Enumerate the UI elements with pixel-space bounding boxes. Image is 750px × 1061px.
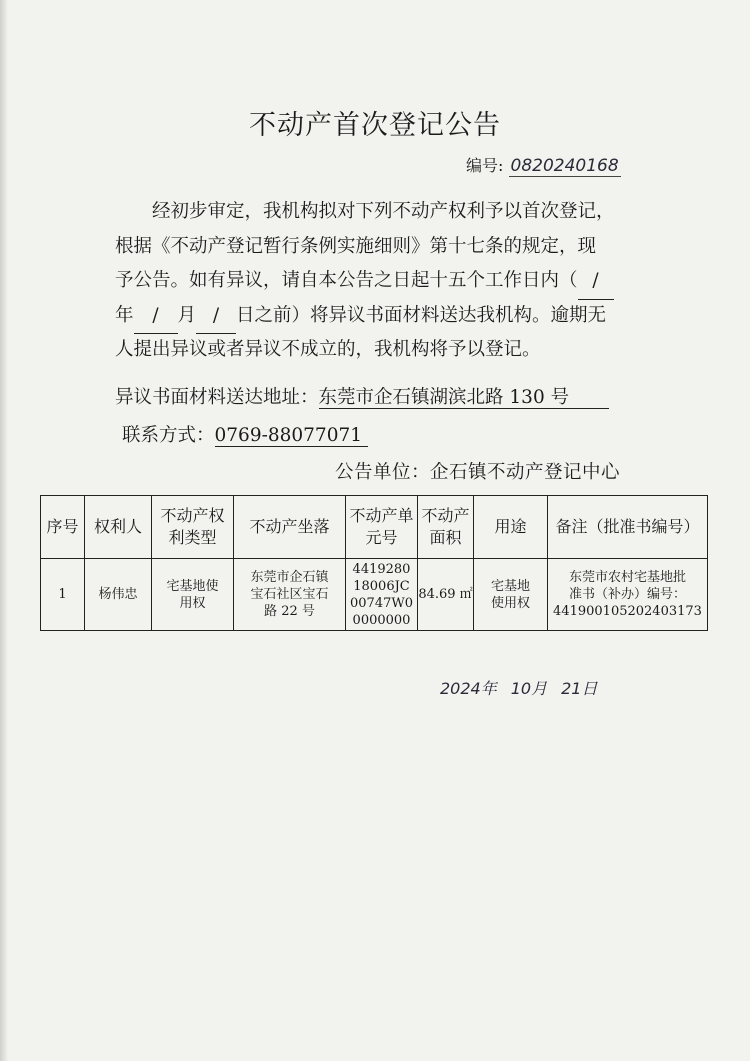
serial-label: 编号: <box>466 156 504 175</box>
date-day: 21 <box>561 679 582 698</box>
serial-value-handwritten: 0820240168 <box>510 156 619 176</box>
contact-label: 联系方式： <box>122 425 215 446</box>
body-line-5: 人提出异议或者异议不成立的，我机构将予以登记。 <box>115 339 541 360</box>
col-header-remarks: 备注（批准书编号） <box>548 496 708 559</box>
cell-unit-no: 4419280 18006JC 00747W0 0000000 <box>346 559 418 631</box>
col-header-holder: 权利人 <box>85 496 152 559</box>
cell-area: 84.69 ㎡ <box>418 559 474 631</box>
cell-location: 东莞市企石镇 宝石社区宝石 路 22 号 <box>234 559 346 631</box>
body-line-3: 予公告。如有异议，请自本公告之日起十五个工作日内（ / <box>115 264 675 299</box>
date-year: 2024 <box>440 679 481 698</box>
address-value: 东莞市企石镇湖滨北路 130 号 <box>319 387 610 409</box>
contact-value: 0769-88077071 <box>215 425 369 447</box>
body-line-1: 经初步审定，我机构拟对下列不动产权利予以首次登记， <box>152 201 615 222</box>
contact-info <box>122 421 368 447</box>
date-year-unit: 年 <box>480 679 497 698</box>
date-month: 10 <box>510 679 532 698</box>
body-line-2: 根据《不动产登记暂行条例实施细则》第十七条的规定，现 <box>115 235 597 257</box>
blank-year: / <box>578 264 614 300</box>
blank-month: / <box>134 299 178 335</box>
col-header-right-type: 不动产权 利类型 <box>152 496 234 559</box>
registration-table <box>40 495 708 631</box>
cell-remarks: 东莞市农村宅基地批 准书（补办）编号： 441900105202403173 <box>548 559 708 631</box>
col-header-location: 不动产坐落 <box>234 496 346 559</box>
col-header-usage: 用途 <box>474 496 548 559</box>
col-header-unit-no: 不动产单 元号 <box>346 496 418 559</box>
serial-number <box>466 153 621 176</box>
blank-day: / <box>196 299 236 335</box>
objection-address <box>115 383 609 409</box>
cell-right-type: 宅基地使 用权 <box>152 559 234 631</box>
table-row <box>41 559 708 631</box>
cell-holder: 杨伟忠 <box>85 559 152 631</box>
issuing-unit: 公告单位：企石镇不动产登记中心 <box>335 462 621 483</box>
page-title: 不动产首次登记公告 <box>249 110 501 141</box>
cell-usage: 宅基地 使用权 <box>474 559 548 631</box>
date-day-unit: 日 <box>581 679 598 698</box>
col-header-area: 不动产 面积 <box>418 496 474 559</box>
body-line-4: 年 / 月 / 日之前）将异议书面材料送达我机构。逾期无 <box>115 299 675 334</box>
date-month-unit: 月 <box>531 679 548 698</box>
col-header-index: 序号 <box>41 496 85 559</box>
table-header-row <box>41 496 708 559</box>
cell-index: 1 <box>41 559 85 631</box>
notice-body <box>115 195 675 368</box>
scan-edge-shadow <box>0 0 8 1061</box>
handwritten-date <box>440 676 597 699</box>
address-label: 异议书面材料送达地址： <box>115 387 319 408</box>
